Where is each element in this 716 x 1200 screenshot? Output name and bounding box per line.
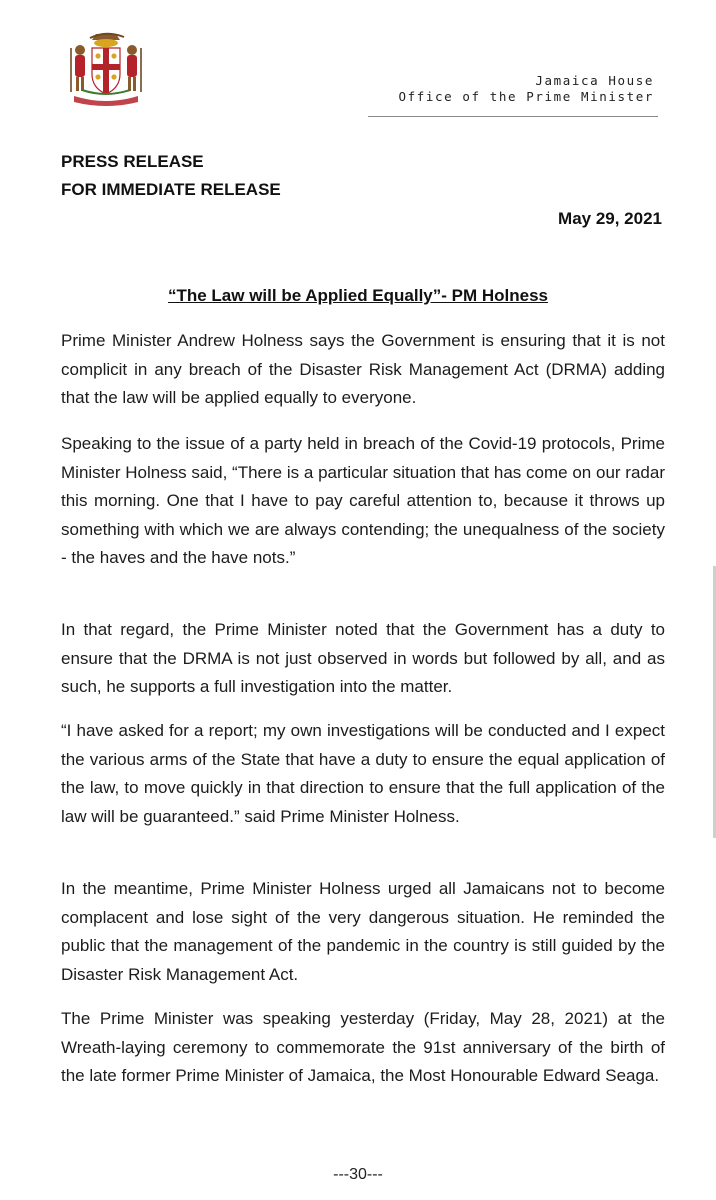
end-mark: ---30---: [333, 1166, 383, 1183]
paragraph-6: The Prime Minister was speaking yesterday (Friday, May 28, 2021) at the Wreath-laying ceremony to commemorate the 91st anniversary of the birth of the late former Prime Minister of Jamaica, the Most Honourable Edward Seaga.: [61, 1009, 665, 1086]
paragraph-5: In the meantime, Prime Minister Holness urged all Jamaicans not to become complacent and lose sight of the very dangerous situation. He reminded the public that the management of the pandemic in the country is still guided by the Disaster Risk Management Act.: [61, 879, 665, 984]
jamaica-coat-of-arms-icon: [62, 28, 150, 108]
paragraph-2: Speaking to the issue of a party held in breach of the Covid-19 protocols, Prime Minister Holness said, “There is a particular situation that has come on our radar this morning. One that I have to pay careful attention to, because it throws up something with which we are always contending; the unequalness of the society - the haves and the have nots.”: [61, 434, 665, 568]
immediate-release-label: FOR IMMEDIATE RELEASE: [61, 180, 281, 199]
paragraph-4: “I have asked for a report; my own investigations will be conducted and I expect the various arms of the State that have a duty to ensure the equal application of the law, to move quickly in that direction to ensure that the full application of the law will be guaranteed.” said Prime Minister Holness.: [61, 721, 665, 826]
office-line-opm: Office of the Prime Minister: [398, 89, 654, 104]
release-date: May 29, 2021: [558, 209, 662, 228]
header-divider: [368, 116, 658, 117]
paragraph-1: Prime Minister Andrew Holness says the Government is ensuring that it is not complicit in any breach of the Disaster Risk Management Act (DRMA) adding that the law will be applied equally to everyone.: [61, 331, 665, 408]
office-line-jamaica-house: Jamaica House: [535, 73, 654, 88]
headline: “The Law will be Applied Equally”- PM Holness: [167, 286, 549, 305]
paragraph-3: In that regard, the Prime Minister noted that the Government has a duty to ensure that the DRMA is not just observed in words but followed by all, and as such, he supports a full investigation into the matter.: [61, 620, 665, 697]
press-release-label: PRESS RELEASE: [61, 152, 204, 171]
office-header: [398, 73, 654, 105]
